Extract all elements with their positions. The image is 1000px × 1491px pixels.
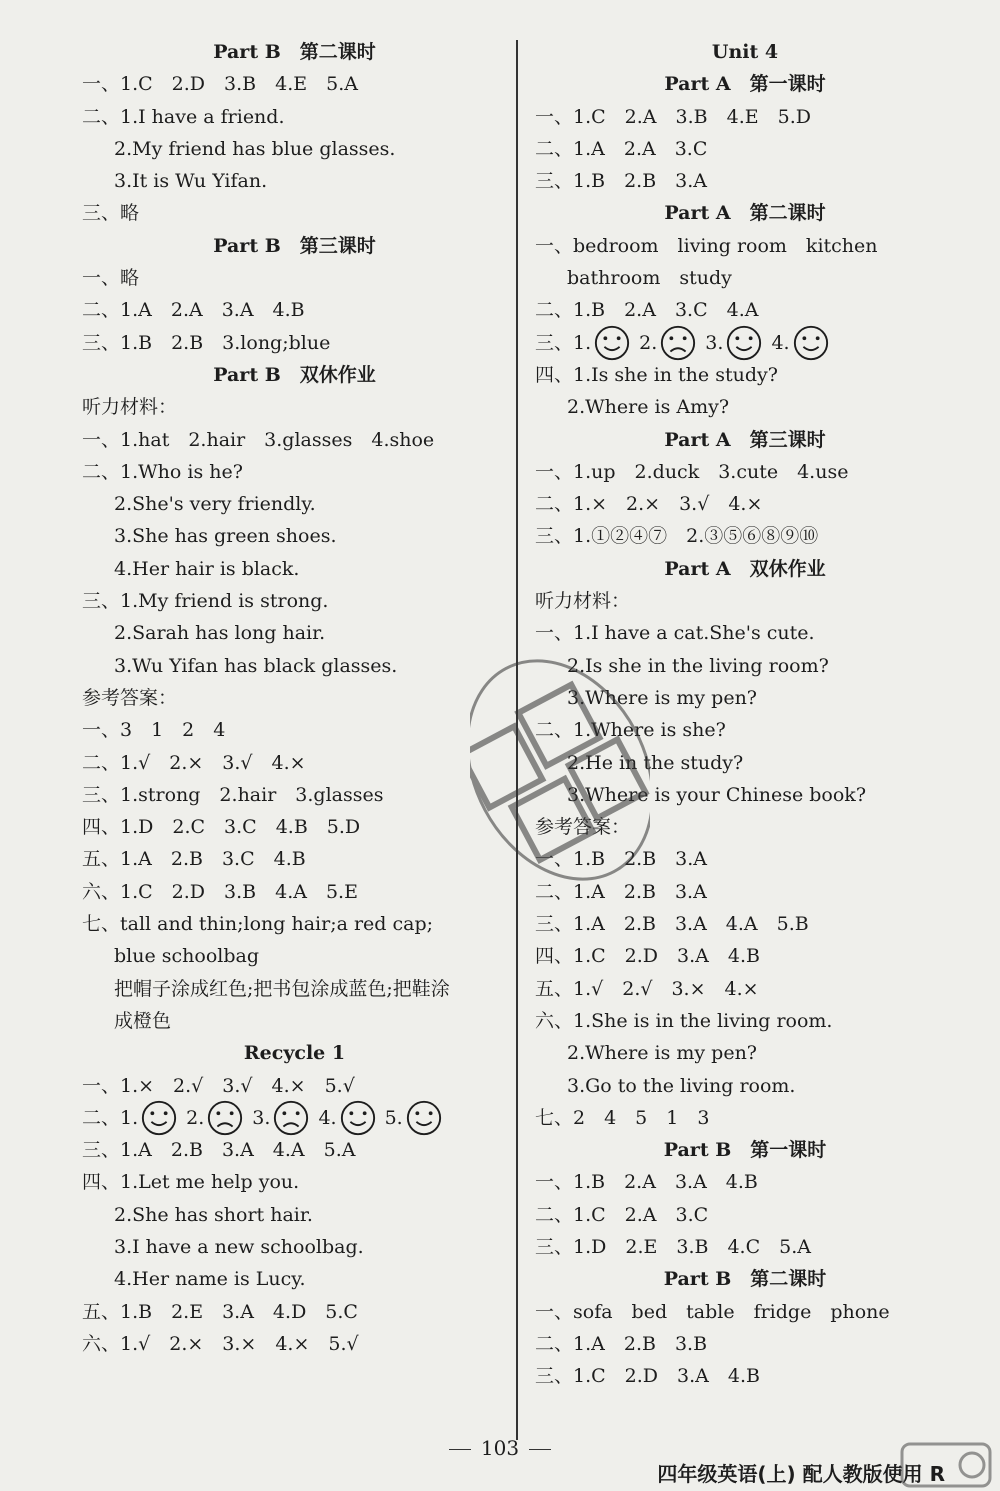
answer-line: 二、1.A 2.B 3.A bbox=[535, 880, 707, 903]
happy-face-icon bbox=[339, 1099, 377, 1137]
section-heading: Part B 第三课时 bbox=[213, 234, 376, 257]
answer-line: 二、1.C 2.A 3.C bbox=[535, 1203, 709, 1226]
answer-line: 七、tall and thin;long hair;a red cap; bbox=[82, 913, 434, 936]
sad-face-icon bbox=[272, 1099, 310, 1137]
happy-face-icon bbox=[593, 324, 631, 362]
answer-line: 六、1.She is in the living room. bbox=[535, 1009, 833, 1032]
answer-line: 三、1.A 2.B 3.A 4.A 5.B bbox=[535, 913, 809, 936]
answer-line: 二、1.Where is she? bbox=[535, 719, 726, 742]
answer-line: 3.Wu Yifan has black glasses. bbox=[114, 654, 398, 677]
answer-line: 4.Her name is Lucy. bbox=[114, 1268, 306, 1291]
section-heading: Part A 第一课时 bbox=[664, 73, 826, 96]
face-answer-line bbox=[535, 327, 955, 359]
answer-line: 三、1.A 2.B 3.A 4.A 5.A bbox=[82, 1139, 356, 1162]
answer-line: 一、3 1 2 4 bbox=[82, 719, 226, 742]
answer-line: 2.He in the study? bbox=[567, 751, 744, 774]
answer-line: 六、1.√ 2.× 3.× 4.× 5.√ bbox=[82, 1332, 359, 1355]
answer-line: 一、1.I have a cat.She's cute. bbox=[535, 622, 815, 645]
answer-line: 二、1.A 2.A 3.A 4.B bbox=[82, 299, 305, 322]
left-column bbox=[82, 36, 507, 1360]
answer-line: 一、1.B 2.B 3.A bbox=[535, 848, 708, 871]
happy-face-icon bbox=[140, 1099, 178, 1137]
happy-face-icon bbox=[405, 1099, 443, 1137]
face-answer-line bbox=[82, 1102, 507, 1134]
answer-line: 3.Go to the living room. bbox=[567, 1074, 796, 1097]
answer-line: 一、略 bbox=[82, 267, 140, 290]
happy-face-icon bbox=[792, 324, 830, 362]
item-number: 1. bbox=[573, 331, 592, 354]
face-answer-item bbox=[639, 324, 697, 362]
answer-line: 三、1.C 2.D 3.A 4.B bbox=[535, 1365, 760, 1388]
item-number: 4. bbox=[771, 331, 790, 354]
answer-line: 三、1.B 2.B 3.long;blue bbox=[82, 331, 331, 354]
answer-line: blue schoolbag bbox=[114, 945, 259, 968]
answer-line: 五、1.A 2.B 3.C 4.B bbox=[82, 848, 306, 871]
answer-line: 参考答案： bbox=[82, 686, 178, 709]
answer-line: 2.Where is Amy? bbox=[567, 396, 730, 419]
answer-line: bathroom study bbox=[567, 267, 732, 290]
answer-line: 3.I have a new schoolbag. bbox=[114, 1235, 364, 1258]
face-answer-item bbox=[318, 1099, 376, 1137]
answer-line: 一、bedroom living room kitchen bbox=[535, 234, 878, 257]
answer-line: 2.She's very friendly. bbox=[114, 493, 316, 516]
item-number: 2. bbox=[639, 331, 658, 354]
section-heading: Part A 双休作业 bbox=[664, 557, 826, 580]
answer-line: 一、1.hat 2.hair 3.glasses 4.shoe bbox=[82, 428, 435, 451]
answer-line: 七、2 4 5 1 3 bbox=[535, 1106, 710, 1129]
answer-line: 四、1.Let me help you. bbox=[82, 1171, 300, 1194]
section-heading: Part B 第一课时 bbox=[663, 1139, 827, 1162]
face-answer-item bbox=[186, 1099, 244, 1137]
face-answer-item bbox=[120, 1099, 178, 1137]
answer-line: 三、1.My friend is strong. bbox=[82, 590, 329, 613]
answer-line: 一、sofa bed table fridge phone bbox=[535, 1300, 890, 1323]
answer-line: 二、1.× 2.× 3.√ 4.× bbox=[535, 493, 763, 516]
answer-line: 三、1.B 2.B 3.A bbox=[535, 170, 708, 193]
section-heading: Recycle 1 bbox=[243, 1042, 346, 1065]
section-heading: Part B 第二课时 bbox=[213, 41, 376, 63]
book-title: 四年级英语(上) 配人教版使用 R bbox=[657, 1462, 945, 1486]
answer-line: 四、1.Is she in the study? bbox=[535, 363, 778, 386]
section-heading: Part A 第二课时 bbox=[664, 202, 826, 225]
answer-line: 听力材料： bbox=[82, 396, 178, 419]
answer-line: 2.Is she in the living room? bbox=[567, 654, 829, 677]
face-answer-item bbox=[252, 1099, 310, 1137]
question-number: 三、 bbox=[535, 331, 574, 354]
answer-line: 2.Where is my pen? bbox=[567, 1042, 757, 1065]
answer-line: 一、1.× 2.√ 3.√ 4.× 5.√ bbox=[82, 1074, 355, 1097]
answer-line: 2.She has short hair. bbox=[114, 1203, 313, 1226]
answer-line: 二、1.√ 2.× 3.√ 4.× bbox=[82, 751, 306, 774]
answer-line: 二、1.I have a friend. bbox=[82, 105, 285, 128]
answer-line: 一、1.B 2.A 3.A 4.B bbox=[535, 1171, 758, 1194]
section-heading: Part B 第二课时 bbox=[663, 1268, 827, 1291]
answer-line: 2.Sarah has long hair. bbox=[114, 622, 326, 645]
answer-line: 六、1.C 2.D 3.B 4.A 5.E bbox=[82, 880, 358, 903]
answer-line: 3.Where is my pen? bbox=[567, 686, 757, 709]
answer-line: 二、1.Who is he? bbox=[82, 460, 243, 483]
section-heading: Part B 双休作业 bbox=[213, 363, 376, 386]
face-answer-item bbox=[573, 324, 631, 362]
answer-line: 三、1.①②④⑦ 2.③⑤⑥⑧⑨⑩ bbox=[535, 525, 819, 548]
face-answer-item bbox=[771, 324, 829, 362]
face-answer-item bbox=[385, 1099, 443, 1137]
page-number: 103 bbox=[0, 1436, 1000, 1460]
answer-line: 三、1.strong 2.hair 3.glasses bbox=[82, 783, 384, 806]
answer-line: 参考答案： bbox=[535, 816, 631, 839]
item-number: 3. bbox=[252, 1106, 271, 1129]
watermark-stamp bbox=[470, 640, 650, 900]
answer-line: 五、1.B 2.E 3.A 4.D 5.C bbox=[82, 1300, 358, 1323]
sad-face-icon bbox=[206, 1099, 244, 1137]
item-number: 4. bbox=[318, 1106, 337, 1129]
happy-face-icon bbox=[725, 324, 763, 362]
item-number: 1. bbox=[120, 1106, 139, 1129]
answer-line: 听力材料： bbox=[535, 590, 631, 613]
question-number: 二、 bbox=[82, 1106, 121, 1129]
section-heading: Part A 第三课时 bbox=[664, 428, 826, 451]
item-number: 2. bbox=[186, 1106, 205, 1129]
answer-line: 4.Her hair is black. bbox=[114, 557, 300, 580]
answer-line: 3.She has green shoes. bbox=[114, 525, 337, 548]
sad-face-icon bbox=[659, 324, 697, 362]
answer-line: 一、1.C 2.D 3.B 4.E 5.A bbox=[82, 73, 358, 96]
answer-line: 三、略 bbox=[82, 202, 140, 225]
answer-line: 3.Where is your Chinese book? bbox=[567, 783, 867, 806]
face-answer-item bbox=[705, 324, 763, 362]
item-number: 5. bbox=[384, 1106, 403, 1129]
answer-line: 二、1.A 2.B 3.B bbox=[535, 1332, 708, 1355]
item-number: 3. bbox=[705, 331, 724, 354]
answer-line: 一、1.C 2.A 3.B 4.E 5.D bbox=[535, 105, 811, 128]
answer-line: 四、1.D 2.C 3.C 4.B 5.D bbox=[82, 816, 361, 839]
answer-line: 二、1.B 2.A 3.C 4.A bbox=[535, 299, 759, 322]
answer-line: 2.My friend has blue glasses. bbox=[114, 137, 396, 160]
answer-line: 四、1.C 2.D 3.A 4.B bbox=[535, 945, 760, 968]
answer-line: 二、1.A 2.A 3.C bbox=[535, 137, 708, 160]
answer-line: 五、1.√ 2.√ 3.× 4.× bbox=[535, 977, 759, 1000]
answer-line: 一、1.up 2.duck 3.cute 4.use bbox=[535, 460, 849, 483]
watermark-logo bbox=[900, 1440, 992, 1490]
answer-line: 3.It is Wu Yifan. bbox=[114, 170, 268, 193]
answer-line: 把帽子涂成红色;把书包涂成蓝色;把鞋涂 bbox=[114, 977, 450, 1000]
section-heading: Unit 4 bbox=[711, 41, 779, 63]
answer-line: 三、1.D 2.E 3.B 4.C 5.A bbox=[535, 1235, 811, 1258]
answer-line: 成橙色 bbox=[114, 1009, 172, 1032]
